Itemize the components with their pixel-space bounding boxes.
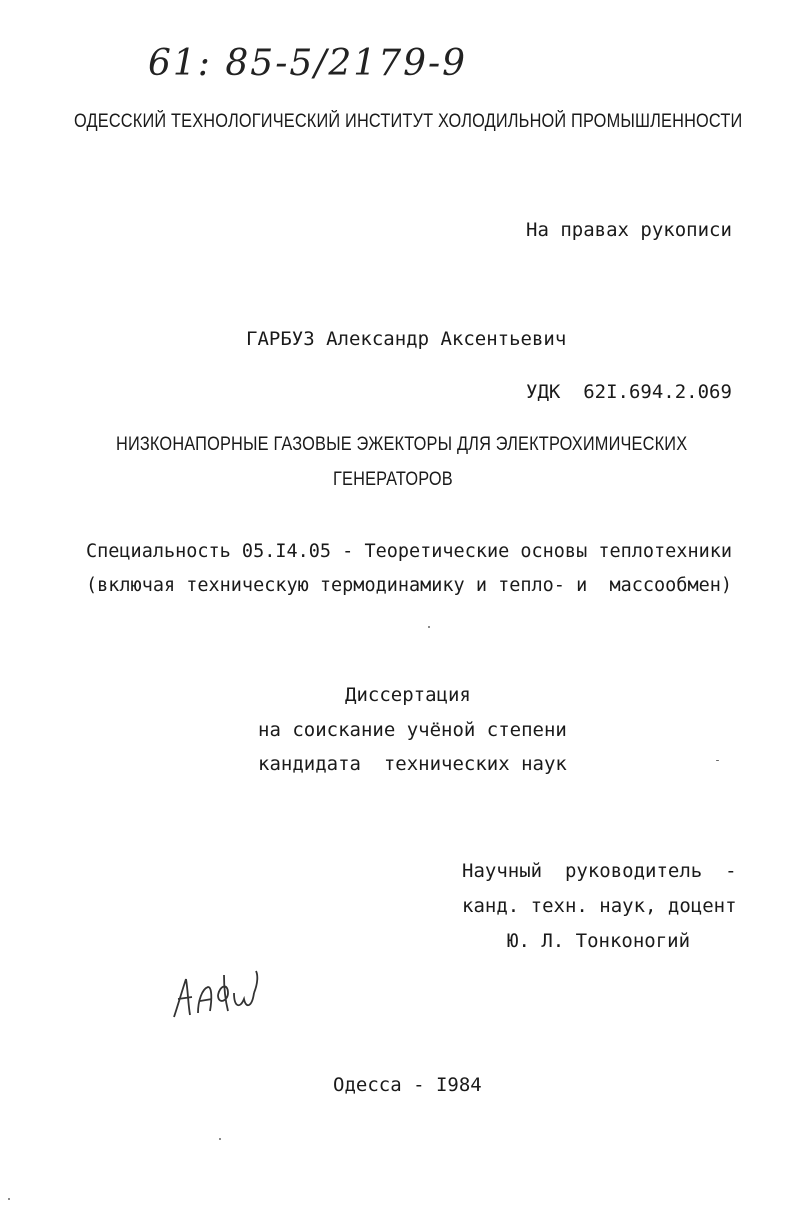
- dust-speck: [8, 1198, 10, 1200]
- specialty-line-1: Специальность 05.I4.05 - Теоретические основы теплотехники: [86, 541, 733, 562]
- degree-line-1: на соискание учёной степени: [258, 719, 567, 741]
- author-name: ГАРБУЗ Александр Аксентьевич: [246, 328, 567, 350]
- dust-speck: [716, 760, 719, 761]
- supervisor-line-2: канд. техн. наук, доцент: [462, 895, 737, 917]
- udc-code: УДК 62I.694.2.069: [526, 381, 732, 403]
- rights-note: На правах рукописи: [526, 219, 732, 241]
- archive-code: 61: 85-5/2179-9: [148, 43, 468, 84]
- dissertation-label: Диссертация: [345, 684, 471, 706]
- supervisor-line-1: Научный руководитель -: [462, 860, 737, 882]
- place-year: Одесса - I984: [333, 1074, 482, 1096]
- specialty-line-2: (включая техническую термодинамику и тепло- и массообмен): [86, 575, 733, 596]
- dust-speck: [428, 626, 430, 628]
- degree-line-2: кандидата технических наук: [258, 753, 567, 775]
- handwritten-signature: [168, 965, 264, 1025]
- institute-name: ОДЕССКИЙ ТЕХНОЛОГИЧЕСКИЙ ИНСТИТУТ ХОЛОДИЛЬНОЙ ПРОМЫШЛЕННОСТИ: [74, 111, 743, 132]
- supervisor-name: Ю. Л. Тонконогий: [507, 930, 691, 952]
- dissertation-title-line-2: ГЕНЕРАТОРОВ: [333, 469, 453, 490]
- dust-speck: [219, 1138, 221, 1140]
- dissertation-title-line-1: НИЗКОНАПОРНЫЕ ГАЗОВЫЕ ЭЖЕКТОРЫ ДЛЯ ЭЛЕКТРОХИМИЧЕСКИХ: [116, 434, 688, 455]
